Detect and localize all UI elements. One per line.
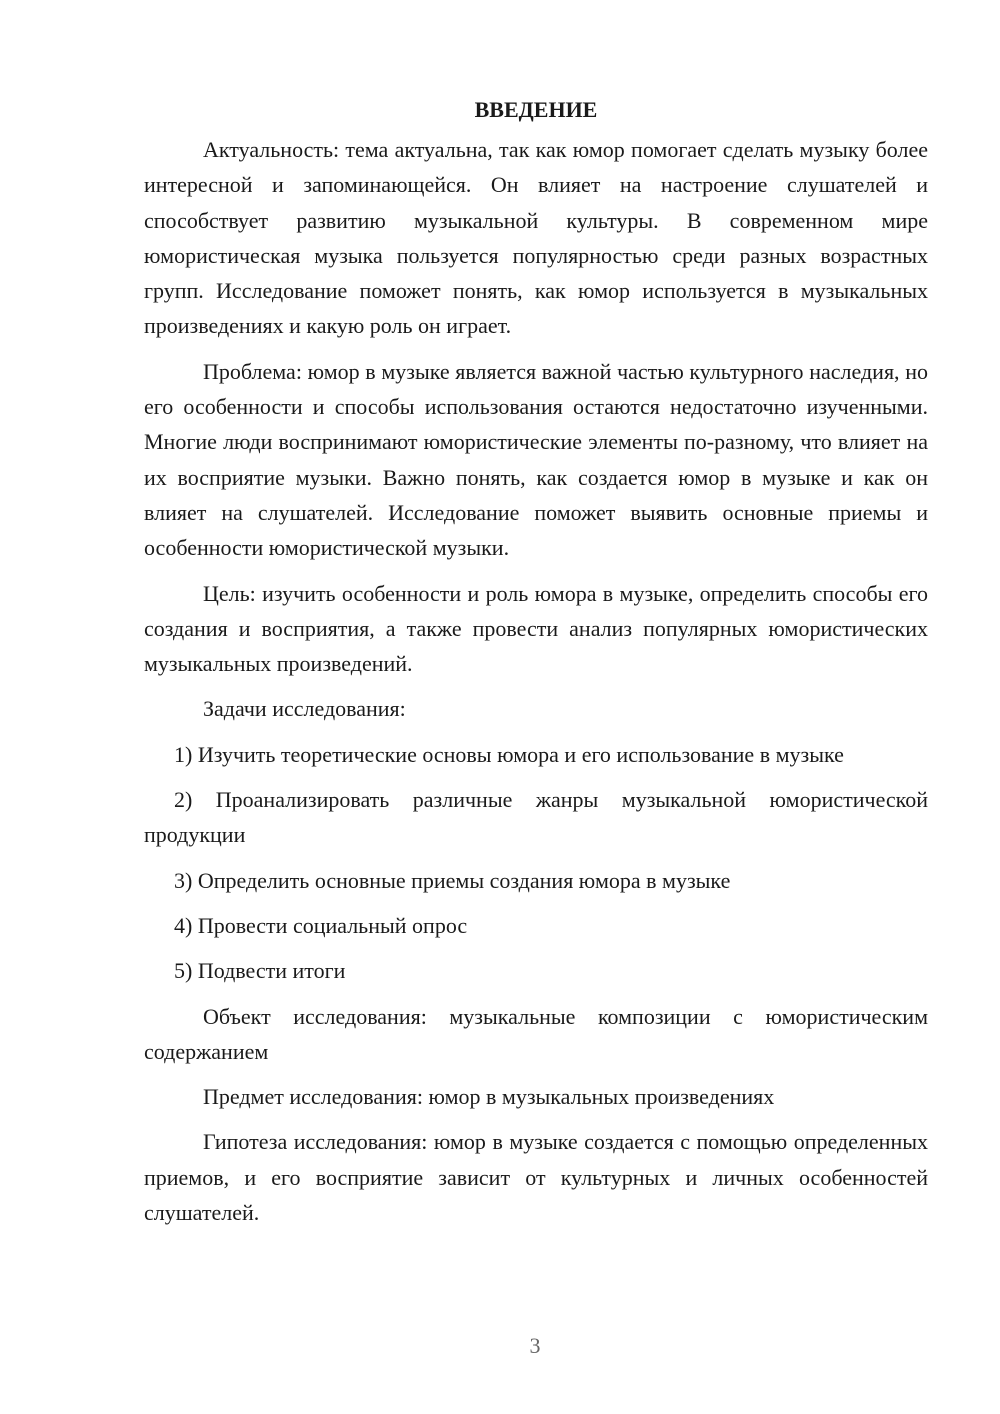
task-item-3: 3) Определить основные приемы создания юмора в музыке — [174, 867, 731, 893]
task-item-5: 5) Подвести итоги — [174, 958, 346, 984]
page-heading: ВВЕДЕНИЕ — [474, 97, 598, 122]
paragraph-subject: Предмет исследования: юмор в музыкальных произведениях — [203, 1084, 775, 1110]
paragraph-hypothesis: Гипотеза исследования: юмор в музыке создается с помощью определенных приемов, и его восприятие зависит от культурных и личных особенностей слушателей. — [144, 1129, 928, 1226]
paragraph-object: Объект исследования: музыкальные композиции с юмористическим содержанием — [144, 1003, 928, 1064]
document-page — [144, 92, 928, 1240]
paragraph-tasks-title: Задачи исследования: — [203, 696, 406, 722]
page-number: 3 — [529, 1333, 541, 1358]
task-item-1: 1) Изучить теоретические основы юмора и его использование в музыке — [174, 741, 844, 767]
paragraph-problem: Проблема: юмор в музыке является важной частью культурного наследия, но его особенности и способы использования остаются недостаточно изученными. Многие люди воспринимают юмористические элементы по-разному, что влияет на их восприятие музыки. Важно понять, как создается юмор в музыке и как он влияет на слушателей. Исследование поможет выявить основные приемы и особенности юмористической музыки. — [144, 358, 928, 561]
task-item-4: 4) Провести социальный опрос — [174, 912, 468, 938]
task-item-2: 2) Проанализировать различные жанры музыкальной юмористической продукции — [144, 787, 928, 848]
paragraph-relevance: Актуальность: тема актуальна, так как юмор помогает сделать музыку более интересной и запоминающейся. Он влияет на настроение слушателей и способствует развитию музыкальной культуры. В современном мире юмористическая музыка пользуется популярностью среди разных возрастных групп. Исследование поможет понять, как юмор используется в музыкальных произведениях и какую роль он играет. — [144, 137, 928, 339]
paragraph-goal: Цель: изучить особенности и роль юмора в музыке, определить способы его создания и восприятия, а также провести анализ популярных юмористических музыкальных произведений. — [144, 580, 928, 677]
